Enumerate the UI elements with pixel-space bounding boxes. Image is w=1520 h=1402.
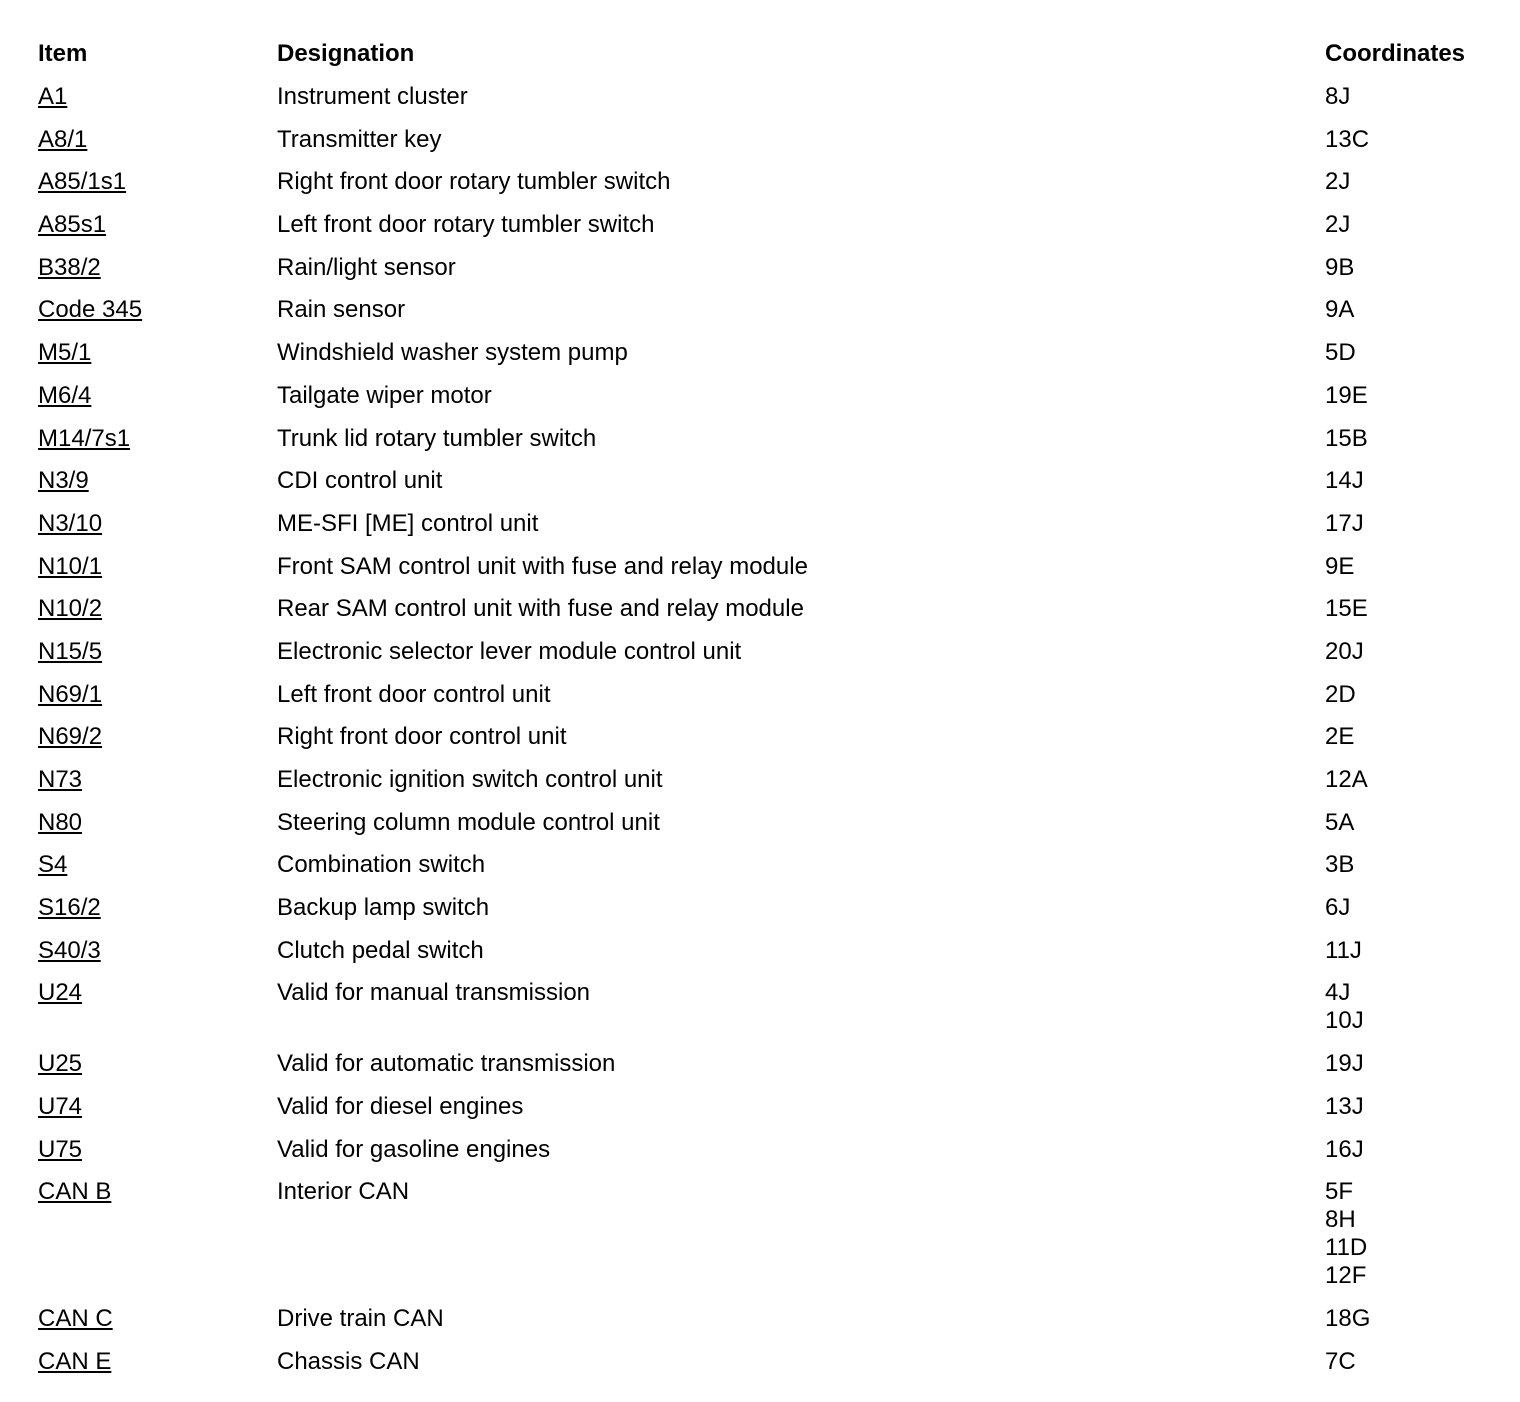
coordinate-value: 15E — [1325, 595, 1368, 623]
item-link[interactable]: N15/5 — [38, 637, 103, 665]
designation-cell: Clutch pedal switch — [277, 936, 484, 964]
coordinate-value: 2E — [1325, 723, 1355, 751]
item-link[interactable]: CAN C — [38, 1304, 113, 1332]
item-link[interactable]: U75 — [38, 1135, 83, 1163]
coordinate-value: 20J — [1325, 637, 1364, 665]
item-cell — [38, 296, 277, 324]
item-link[interactable]: S16/2 — [38, 894, 101, 922]
coordinate-value: 15B — [1325, 424, 1368, 452]
coordinate-value: 11J — [1325, 936, 1362, 964]
item-link[interactable]: M14/7s1 — [38, 424, 131, 452]
table-row — [38, 126, 1508, 169]
coordinates-cell — [1325, 339, 1508, 367]
table-row — [38, 1348, 1508, 1391]
coordinates-cell — [1325, 382, 1508, 410]
coordinate-value: 8H — [1325, 1206, 1356, 1234]
item-cell — [38, 467, 277, 495]
designation-column-header: Designation — [277, 40, 415, 67]
coordinate-value: 5F — [1325, 1178, 1354, 1206]
designation-cell: Backup lamp switch — [277, 894, 490, 922]
coordinates-cell — [1325, 83, 1508, 111]
item-cell — [38, 937, 277, 965]
table-row — [38, 339, 1508, 382]
coordinates-column-header: Coordinates — [1325, 40, 1466, 67]
item-link[interactable]: N3/10 — [38, 509, 103, 537]
coordinates-cell — [1325, 723, 1508, 751]
designation-cell: Valid for gasoline engines — [277, 1135, 551, 1163]
table-row — [38, 723, 1508, 766]
coordinate-value: 3B — [1325, 851, 1355, 879]
table-row — [38, 168, 1508, 211]
designation-cell: Combination switch — [277, 851, 486, 879]
coordinate-value: 2J — [1325, 211, 1351, 239]
item-link[interactable]: M6/4 — [38, 381, 92, 409]
item-cell — [38, 638, 277, 666]
coordinates-cell — [1325, 851, 1508, 879]
coordinates-cell — [1325, 1305, 1508, 1333]
item-cell — [38, 168, 277, 196]
item-cell — [38, 979, 277, 1007]
item-cell — [38, 894, 277, 922]
designation-cell: Rain/light sensor — [277, 253, 456, 281]
coordinate-value: 5D — [1325, 339, 1356, 367]
table-row — [38, 1178, 1508, 1305]
coordinate-value: 13C — [1325, 125, 1370, 153]
item-cell — [38, 339, 277, 367]
coordinates-cell — [1325, 894, 1508, 922]
designation-cell: Trunk lid rotary tumbler switch — [277, 424, 597, 452]
table-row — [38, 979, 1508, 1050]
item-cell — [38, 382, 277, 410]
item-link[interactable]: A8/1 — [38, 125, 88, 153]
coordinates-cell — [1325, 425, 1508, 453]
item-link[interactable]: N10/2 — [38, 595, 103, 623]
coordinate-value: 14J — [1325, 467, 1364, 495]
item-link[interactable]: U74 — [38, 1092, 83, 1120]
coordinates-cell — [1325, 1050, 1508, 1078]
coordinates-cell — [1325, 1136, 1508, 1164]
table-row — [38, 937, 1508, 980]
designation-cell: Valid for diesel engines — [277, 1092, 524, 1120]
coordinates-cell — [1325, 510, 1508, 538]
item-link[interactable]: N69/1 — [38, 680, 103, 708]
item-cell — [38, 1093, 277, 1121]
item-link[interactable]: N3/9 — [38, 467, 89, 495]
table-row — [38, 382, 1508, 425]
item-column-header: Item — [38, 40, 88, 67]
designation-cell: Interior CAN — [277, 1178, 410, 1206]
coordinates-cell — [1325, 937, 1508, 965]
designation-cell: Left front door control unit — [277, 680, 551, 708]
table-row — [38, 467, 1508, 510]
coordinates-cell — [1325, 467, 1508, 495]
item-cell — [38, 1348, 277, 1376]
table-row — [38, 211, 1508, 254]
item-cell — [38, 809, 277, 837]
item-link[interactable]: U24 — [38, 979, 83, 1007]
item-cell — [38, 211, 277, 239]
item-link[interactable]: N80 — [38, 808, 83, 836]
item-link[interactable]: N73 — [38, 766, 83, 793]
item-link[interactable]: N69/2 — [38, 723, 103, 751]
coordinate-value: 11D — [1325, 1234, 1368, 1262]
coordinates-cell — [1325, 254, 1508, 282]
coordinates-cell — [1325, 681, 1508, 709]
item-cell — [38, 1305, 277, 1333]
table-row — [38, 553, 1508, 596]
coordinates-cell — [1325, 766, 1508, 794]
coordinate-value: 2J — [1325, 168, 1351, 196]
table-row — [38, 83, 1508, 126]
coordinate-value: 5A — [1325, 808, 1355, 836]
coordinates-cell — [1325, 126, 1508, 154]
coordinates-cell — [1325, 1178, 1508, 1290]
item-link[interactable]: A85s1 — [38, 211, 107, 239]
item-cell — [38, 254, 277, 282]
table-row — [38, 510, 1508, 553]
coordinates-cell — [1325, 211, 1508, 239]
designation-cell: Chassis CAN — [277, 1347, 420, 1375]
coordinate-value: 4J — [1325, 979, 1351, 1007]
coordinate-value: 8J — [1325, 83, 1351, 110]
item-cell — [38, 83, 277, 111]
item-cell — [38, 766, 277, 794]
item-link[interactable]: Code 345 — [38, 296, 143, 324]
table-row — [38, 894, 1508, 937]
table-row — [38, 809, 1508, 852]
designation-cell: Tailgate wiper motor — [277, 381, 492, 409]
coordinate-value: 2D — [1325, 680, 1356, 708]
coordinate-value: 18G — [1325, 1304, 1371, 1332]
item-link[interactable]: M5/1 — [38, 339, 92, 367]
item-link[interactable]: S40/3 — [38, 936, 101, 964]
coordinates-cell — [1325, 1348, 1508, 1376]
table-row — [38, 595, 1508, 638]
item-link[interactable]: A1 — [38, 83, 68, 110]
designation-cell: Valid for manual transmission — [277, 979, 591, 1007]
coordinate-value: 19E — [1325, 381, 1368, 409]
coordinates-cell — [1325, 296, 1508, 324]
coordinate-value: 19J — [1325, 1050, 1364, 1078]
table-row — [38, 1093, 1508, 1136]
designation-cell: Instrument cluster — [277, 83, 468, 110]
item-link[interactable]: A85/1s1 — [38, 168, 127, 196]
coordinate-value: 12A — [1325, 766, 1368, 793]
designation-cell: Front SAM control unit with fuse and relay module — [277, 552, 808, 580]
item-cell — [38, 553, 277, 581]
item-link[interactable]: CAN B — [38, 1178, 112, 1206]
table-row — [38, 681, 1508, 724]
coordinates-cell — [1325, 979, 1508, 1035]
item-cell — [38, 126, 277, 154]
designation-cell: Left front door rotary tumbler switch — [277, 211, 655, 239]
designation-cell: Valid for automatic transmission — [277, 1050, 616, 1078]
item-cell — [38, 510, 277, 538]
coordinate-value: 17J — [1325, 509, 1364, 537]
designation-cell: Right front door control unit — [277, 723, 567, 751]
table-row — [38, 425, 1508, 468]
coordinate-value: 10J — [1325, 1007, 1364, 1035]
item-link[interactable]: N10/1 — [38, 552, 103, 580]
designation-cell: Transmitter key — [277, 125, 442, 153]
designation-cell: ME-SFI [ME] control unit — [277, 509, 539, 537]
coordinate-value: 6J — [1325, 894, 1351, 922]
item-cell — [38, 1136, 277, 1164]
coordinates-cell — [1325, 595, 1508, 623]
designation-cell: Windshield washer system pump — [277, 339, 628, 367]
coordinates-cell — [1325, 553, 1508, 581]
item-cell — [38, 723, 277, 751]
table-row — [38, 254, 1508, 297]
coordinate-value: 9A — [1325, 296, 1355, 324]
coordinates-cell — [1325, 1093, 1508, 1121]
coordinate-value: 16J — [1325, 1135, 1364, 1163]
coordinate-value: 7C — [1325, 1347, 1356, 1375]
table-row — [38, 1305, 1508, 1348]
item-cell — [38, 1178, 277, 1206]
component-legend-table — [38, 40, 1508, 1390]
designation-cell: Drive train CAN — [277, 1304, 444, 1332]
designation-cell: Electronic selector lever module control unit — [277, 637, 742, 665]
coordinates-cell — [1325, 809, 1508, 837]
designation-cell: Steering column module control unit — [277, 808, 660, 836]
table-row — [38, 1136, 1508, 1179]
coordinate-value: 9E — [1325, 552, 1355, 580]
table-row — [38, 638, 1508, 681]
coordinate-value: 13J — [1325, 1092, 1364, 1120]
coordinates-cell — [1325, 638, 1508, 666]
item-link[interactable]: B38/2 — [38, 253, 101, 281]
table-row — [38, 1050, 1508, 1093]
coordinate-value: 12F — [1325, 1262, 1367, 1290]
item-link[interactable]: S4 — [38, 851, 68, 879]
table-header-row — [38, 40, 1508, 83]
coordinate-value: 9B — [1325, 253, 1355, 281]
item-cell — [38, 851, 277, 879]
table-row — [38, 851, 1508, 894]
table-body — [38, 83, 1508, 1390]
designation-cell: Electronic ignition switch control unit — [277, 766, 663, 793]
designation-cell: Rear SAM control unit with fuse and relay module — [277, 595, 804, 623]
item-link[interactable]: CAN E — [38, 1347, 112, 1375]
designation-cell: Right front door rotary tumbler switch — [277, 168, 671, 196]
table-row — [38, 296, 1508, 339]
item-cell — [38, 1050, 277, 1078]
designation-cell: CDI control unit — [277, 467, 443, 495]
item-cell — [38, 681, 277, 709]
item-link[interactable]: U25 — [38, 1050, 83, 1078]
item-cell — [38, 425, 277, 453]
designation-cell: Rain sensor — [277, 296, 406, 324]
table-row — [38, 766, 1508, 809]
item-cell — [38, 595, 277, 623]
coordinates-cell — [1325, 168, 1508, 196]
